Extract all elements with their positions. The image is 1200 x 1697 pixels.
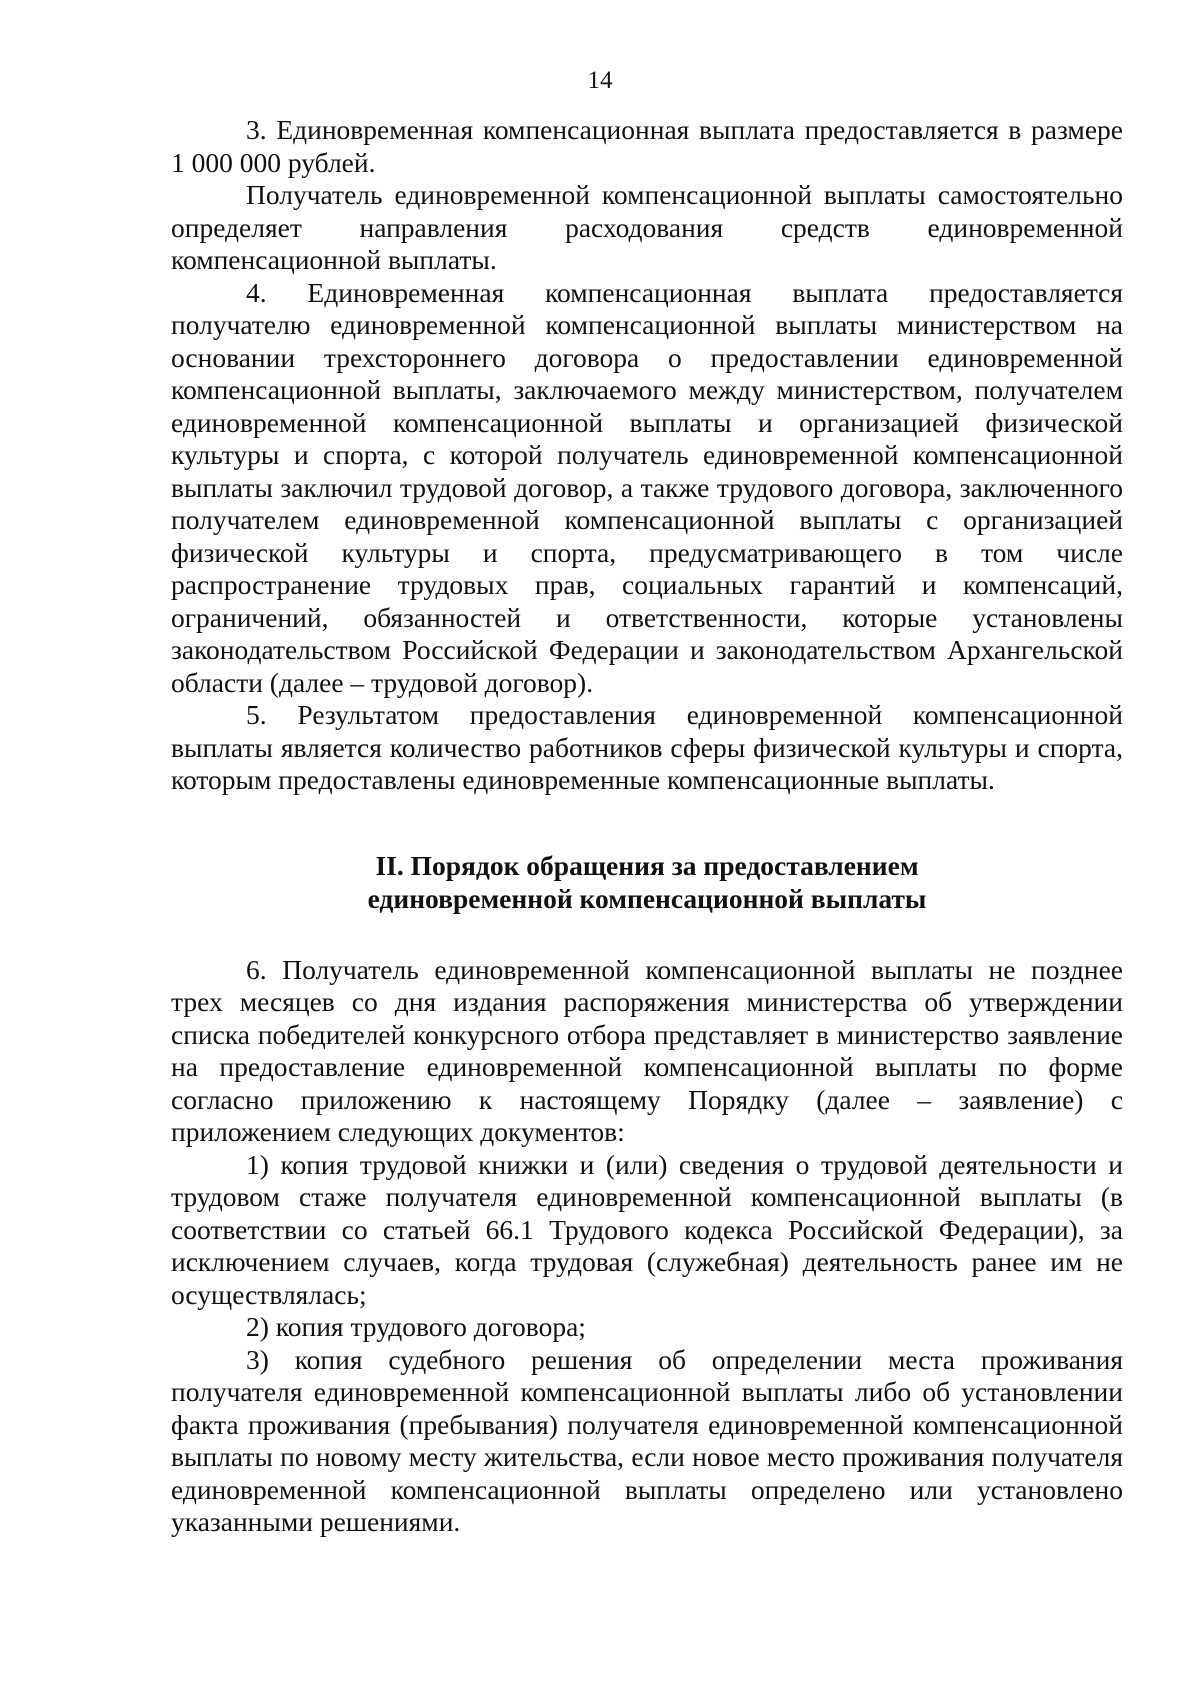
- document-body: [171, 114, 1123, 1539]
- paragraph-5: 5. Результатом предоставления единовременной компенсационной выплаты является количество работников сферы физической культуры и спорта, которым предоставлены единовременные компенсационные выплаты.: [171, 699, 1123, 795]
- section-heading: [171, 849, 1123, 915]
- paragraph-3-recipient: Получатель единовременной компенсационной выплаты самостоятельно определяет направления расходования средств единовременной компенсационной выплаты.: [171, 179, 1123, 275]
- paragraph-4: 4. Единовременная компенсационная выплата предоставляется получателю единовременной компенсационной выплаты министерством на основании трехстороннего договора о предоставлении единовременной компенсационной выплаты, заключаемого между министерством, получателем единовременной компенсационной выплаты и организацией физической культуры и спорта, с которой получатель единовременной компенсационной выплаты заключил трудовой договор, а также трудового договора, заключенного получателем единовременной компенсационной выплаты с организацией физической культуры и спорта, предусматривающего в том числе распространение трудовых прав, социальных гарантий и компенсаций, ограничений, обязанностей и ответственности, которые установлены законодательством Российской Федерации и законодательством Архангельской области (далее – трудовой договор).: [171, 276, 1123, 698]
- list-item-1: 1) копия трудовой книжки и (или) сведения о трудовой деятельности и трудовом стаже получателя единовременной компенсационной выплаты (в соответствии со статьей 66.1 Трудового кодекса Российской Федерации), за исключением случаев, когда трудовая (служебная) деятельность ранее им не осуществлялась;: [171, 1148, 1123, 1310]
- list-item-2: 2) копия трудового договора;: [246, 1311, 586, 1342]
- page-number: 14: [587, 67, 613, 94]
- paragraph-3: 3. Единовременная компенсационная выплата предоставляется в размере 1 000 000 рублей.: [171, 114, 1123, 178]
- section-heading-line-2: единовременной компенсационной выплаты: [367, 882, 927, 914]
- list-item-3: 3) копия судебного решения об определении места проживания получателя единовременной компенсационной выплаты либо об установлении факта проживания (пребывания) получателя единовременной компенсационной выплаты по новому месту жительства, если новое место проживания получателя единовременной компенсационной выплаты определено или установлено указанными решениями.: [171, 1343, 1123, 1537]
- section-heading-line-1: II. Порядок обращения за предоставлением: [375, 849, 919, 881]
- paragraph-6: 6. Получатель единовременной компенсационной выплаты не позднее трех месяцев со дня издания распоряжения министерства об утверждении списка победителей конкурсного отбора представляет в министерство заявление на предоставление единовременной компенсационной выплаты по форме согласно приложению к настоящему Порядку (далее – заявление) с приложением следующих документов:: [171, 953, 1123, 1147]
